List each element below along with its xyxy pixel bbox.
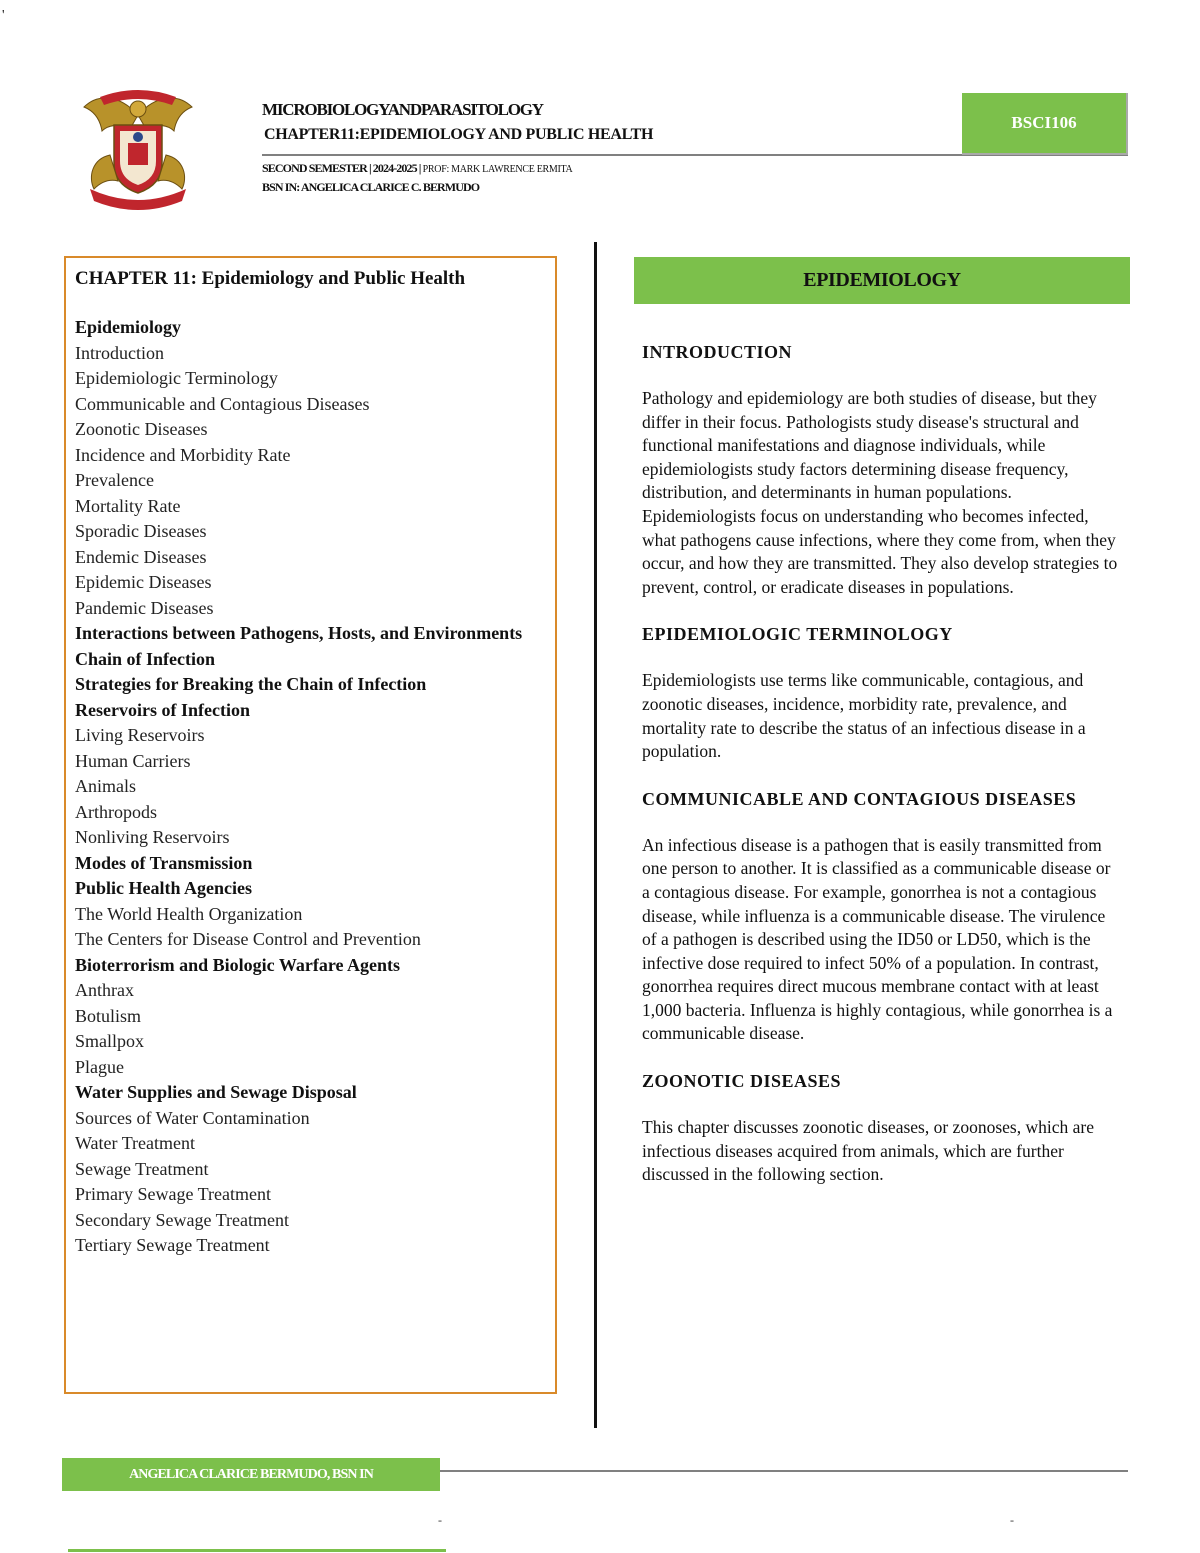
footer-mark-left: -: [438, 1513, 442, 1527]
toc-subitem: Plague: [75, 1056, 124, 1077]
toc-subitem: Arthropods: [75, 801, 157, 822]
toc-subitem: Endemic Diseases: [75, 546, 207, 567]
section-banner: EPIDEMIOLOGY: [634, 257, 1130, 304]
toc-heading: Interactions between Pathogens, Hosts, and Environments: [75, 623, 523, 643]
table-of-contents: [75, 266, 550, 1259]
toc-subitem: Communicable and Contagious Diseases: [75, 393, 370, 414]
column-divider: [594, 242, 597, 1428]
footer-mark-right: -: [1010, 1513, 1014, 1527]
semester-text: SECOND SEMESTER | 2024-2025 |: [262, 161, 421, 175]
section-body: An infectious disease is a pathogen that is easily transmitted from one person to another. It is classified as a communicable disease or a contagious disease. For example, gonorrhea is not a contagious disease, while influenza is a communicable disease. The virulence of a pathogen is described using the ID50 or LD50, which is the infective dose required to infect 50% of a population. In contrast, gonorrhea requires direct mucous membrane contact with at least 1,000 bacteria. Influenza is highly contagious, while gonorrhea is a communicable disease.: [642, 834, 1113, 1044]
corner-mark: ': [2, 8, 5, 23]
toc-heading: Strategies for Breaking the Chain of Infection: [75, 674, 427, 694]
toc-subitem: Incidence and Morbidity Rate: [75, 444, 291, 465]
chapter-subtitle: CHAPTER11:EPIDEMIOLOGY AND PUBLIC HEALTH: [264, 126, 654, 143]
section-body: This chapter discusses zoonotic diseases, or zoonoses, which are infectious diseases acquired from animals, which are further discussed in the following section.: [642, 1117, 1094, 1185]
toc-subitem: Pandemic Diseases: [75, 597, 214, 618]
section-heading: INTRODUCTION: [642, 342, 793, 362]
toc-heading: Public Health Agencies: [75, 878, 252, 898]
toc-subitem: Nonliving Reservoirs: [75, 827, 230, 847]
toc-subitem: Botulism: [75, 1005, 142, 1026]
toc-subitem: Epidemiologic Terminology: [75, 368, 278, 388]
section-heading: EPIDEMIOLOGIC TERMINOLOGY: [642, 624, 953, 645]
course-code-badge: BSCI106: [962, 93, 1128, 155]
toc-subitem: Secondary Sewage Treatment: [75, 1209, 289, 1230]
section-heading: ZOONOTIC DISEASES: [642, 1071, 842, 1092]
toc-subitem: Prevalence: [75, 470, 154, 490]
footer-bottom-rule: [68, 1549, 446, 1552]
section-body: Pathology and epidemiology are both studies of disease, but they differ in their focus. Pathologists study disease's structural and functional manifestations and diagnose individuals, while epidemiologists study factors determining disease frequency, distribution, and determinants in human populations. Epidemiologists focus on understanding who becomes infected, what pathogens cause infections, where they come from, when they occur, and how they are transmitted. They also develop strategies to prevent, control, or eradicate diseases in populations.: [642, 388, 1118, 597]
toc-subitem: Epidemic Diseases: [75, 572, 212, 592]
toc-heading: Chain of Infection: [75, 648, 216, 669]
professor-text: PROF: MARK LAWRENCE ERMITA: [422, 164, 573, 175]
section-body: Epidemiologists use terms like communicable, contagious, and zoonotic diseases, incidence, morbidity rate, prevalence, and mortality rate to describe the status of an infectious disease in a population.: [642, 670, 1086, 762]
toc-subitem: Anthrax: [75, 980, 134, 1000]
author-line: BSN IN: ANGELICA CLARICE C. BERMUDO: [262, 180, 480, 194]
toc-subitem: Primary Sewage Treatment: [75, 1184, 271, 1204]
toc-subitem: The World Health Organization: [75, 903, 303, 924]
main-content: [642, 340, 1120, 1210]
toc-subitem: Water Treatment: [75, 1133, 196, 1153]
footer-author-bar: ANGELICA CLARICE BERMUDO, BSN IN: [62, 1458, 440, 1491]
toc-title: CHAPTER 11: Epidemiology and Public Health: [75, 268, 466, 289]
toc-heading: Bioterrorism and Biologic Warfare Agents: [75, 954, 400, 975]
semester-line: [262, 161, 572, 176]
footer-rule: [440, 1470, 1128, 1472]
toc-subitem: Human Carriers: [75, 750, 191, 771]
section-heading: COMMUNICABLE AND CONTAGIOUS DISEASES: [642, 788, 1077, 809]
university-seal-logo: [80, 85, 196, 211]
toc-subitem: Introduction: [75, 342, 164, 363]
toc-subitem: Tertiary Sewage Treatment: [75, 1235, 270, 1255]
toc-subitem: Living Reservoirs: [75, 725, 205, 745]
toc-list: [75, 315, 550, 1259]
toc-heading: Modes of Transmission: [75, 852, 253, 873]
course-title: MICROBIOLOGYANDPARASITOLOGY: [262, 100, 543, 119]
toc-subitem: Smallpox: [75, 1031, 145, 1051]
toc-subitem: The Centers for Disease Control and Prevention: [75, 929, 421, 949]
toc-subitem: Sewage Treatment: [75, 1158, 209, 1179]
toc-subitem: Mortality Rate: [75, 495, 181, 516]
toc-subitem: Animals: [75, 776, 136, 796]
toc-subitem: Sources of Water Contamination: [75, 1107, 310, 1128]
toc-heading: Epidemiology: [75, 317, 182, 337]
toc-heading: Reservoirs of Infection: [75, 699, 250, 720]
toc-subitem: Sporadic Diseases: [75, 521, 207, 541]
toc-subitem: Zoonotic Diseases: [75, 419, 208, 439]
toc-heading: Water Supplies and Sewage Disposal: [75, 1082, 357, 1102]
